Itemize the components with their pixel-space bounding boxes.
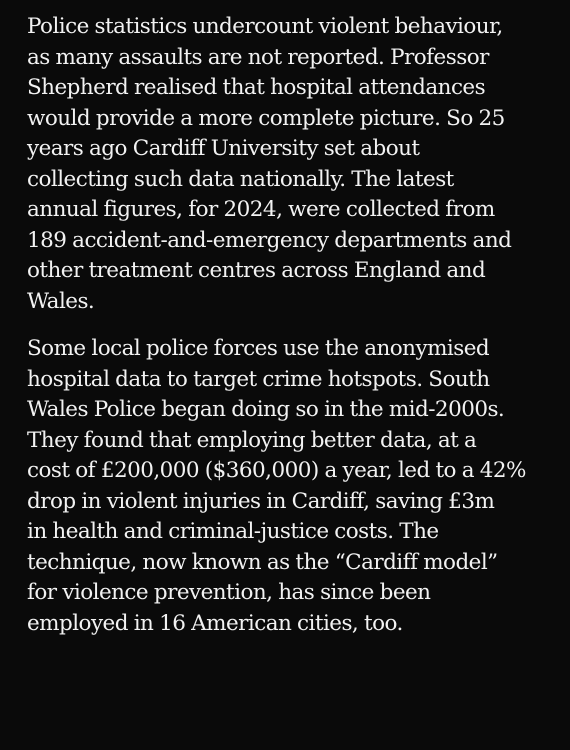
text-line: in health and criminal-justice costs. The: [27, 519, 439, 544]
text-line: They found that employing better data, at a: [27, 427, 477, 453]
paragraph-cardiff-model: [27, 334, 557, 639]
text-line: technique, now known as the “Cardiff model”: [27, 549, 498, 575]
text-line: other treatment centres across England and: [27, 258, 486, 283]
text-line: hospital data to target crime hotspots. South: [27, 366, 490, 392]
article-body: [27, 12, 557, 639]
text-line: Shepherd realised that hospital attendances: [27, 75, 486, 100]
text-line: drop in violent injuries in Cardiff, saving £3m: [27, 488, 495, 514]
text-line: Police statistics undercount violent behaviour,: [27, 14, 503, 39]
text-line: years ago Cardiff University set about: [27, 136, 420, 161]
text-line: for violence prevention, has since been: [27, 580, 431, 605]
text-line: Wales.: [27, 288, 95, 314]
text-line: 189 accident-and-emergency departments and: [27, 227, 512, 253]
text-line: Wales Police began doing so in the mid-2000s.: [27, 397, 505, 422]
text-line: cost of £200,000 ($360,000) a year, led to a 42%: [27, 458, 526, 483]
text-line: would provide a more complete picture. So 25: [27, 105, 505, 131]
text-line: employed in 16 American cities, too.: [27, 610, 403, 636]
paragraph-police-statistics: [27, 12, 557, 317]
text-line: annual figures, for 2024, were collected from: [27, 197, 495, 222]
text-line: Some local police forces use the anonymised: [27, 336, 490, 361]
text-line: collecting such data nationally. The latest: [27, 166, 454, 192]
text-line: as many assaults are not reported. Professor: [27, 44, 489, 70]
